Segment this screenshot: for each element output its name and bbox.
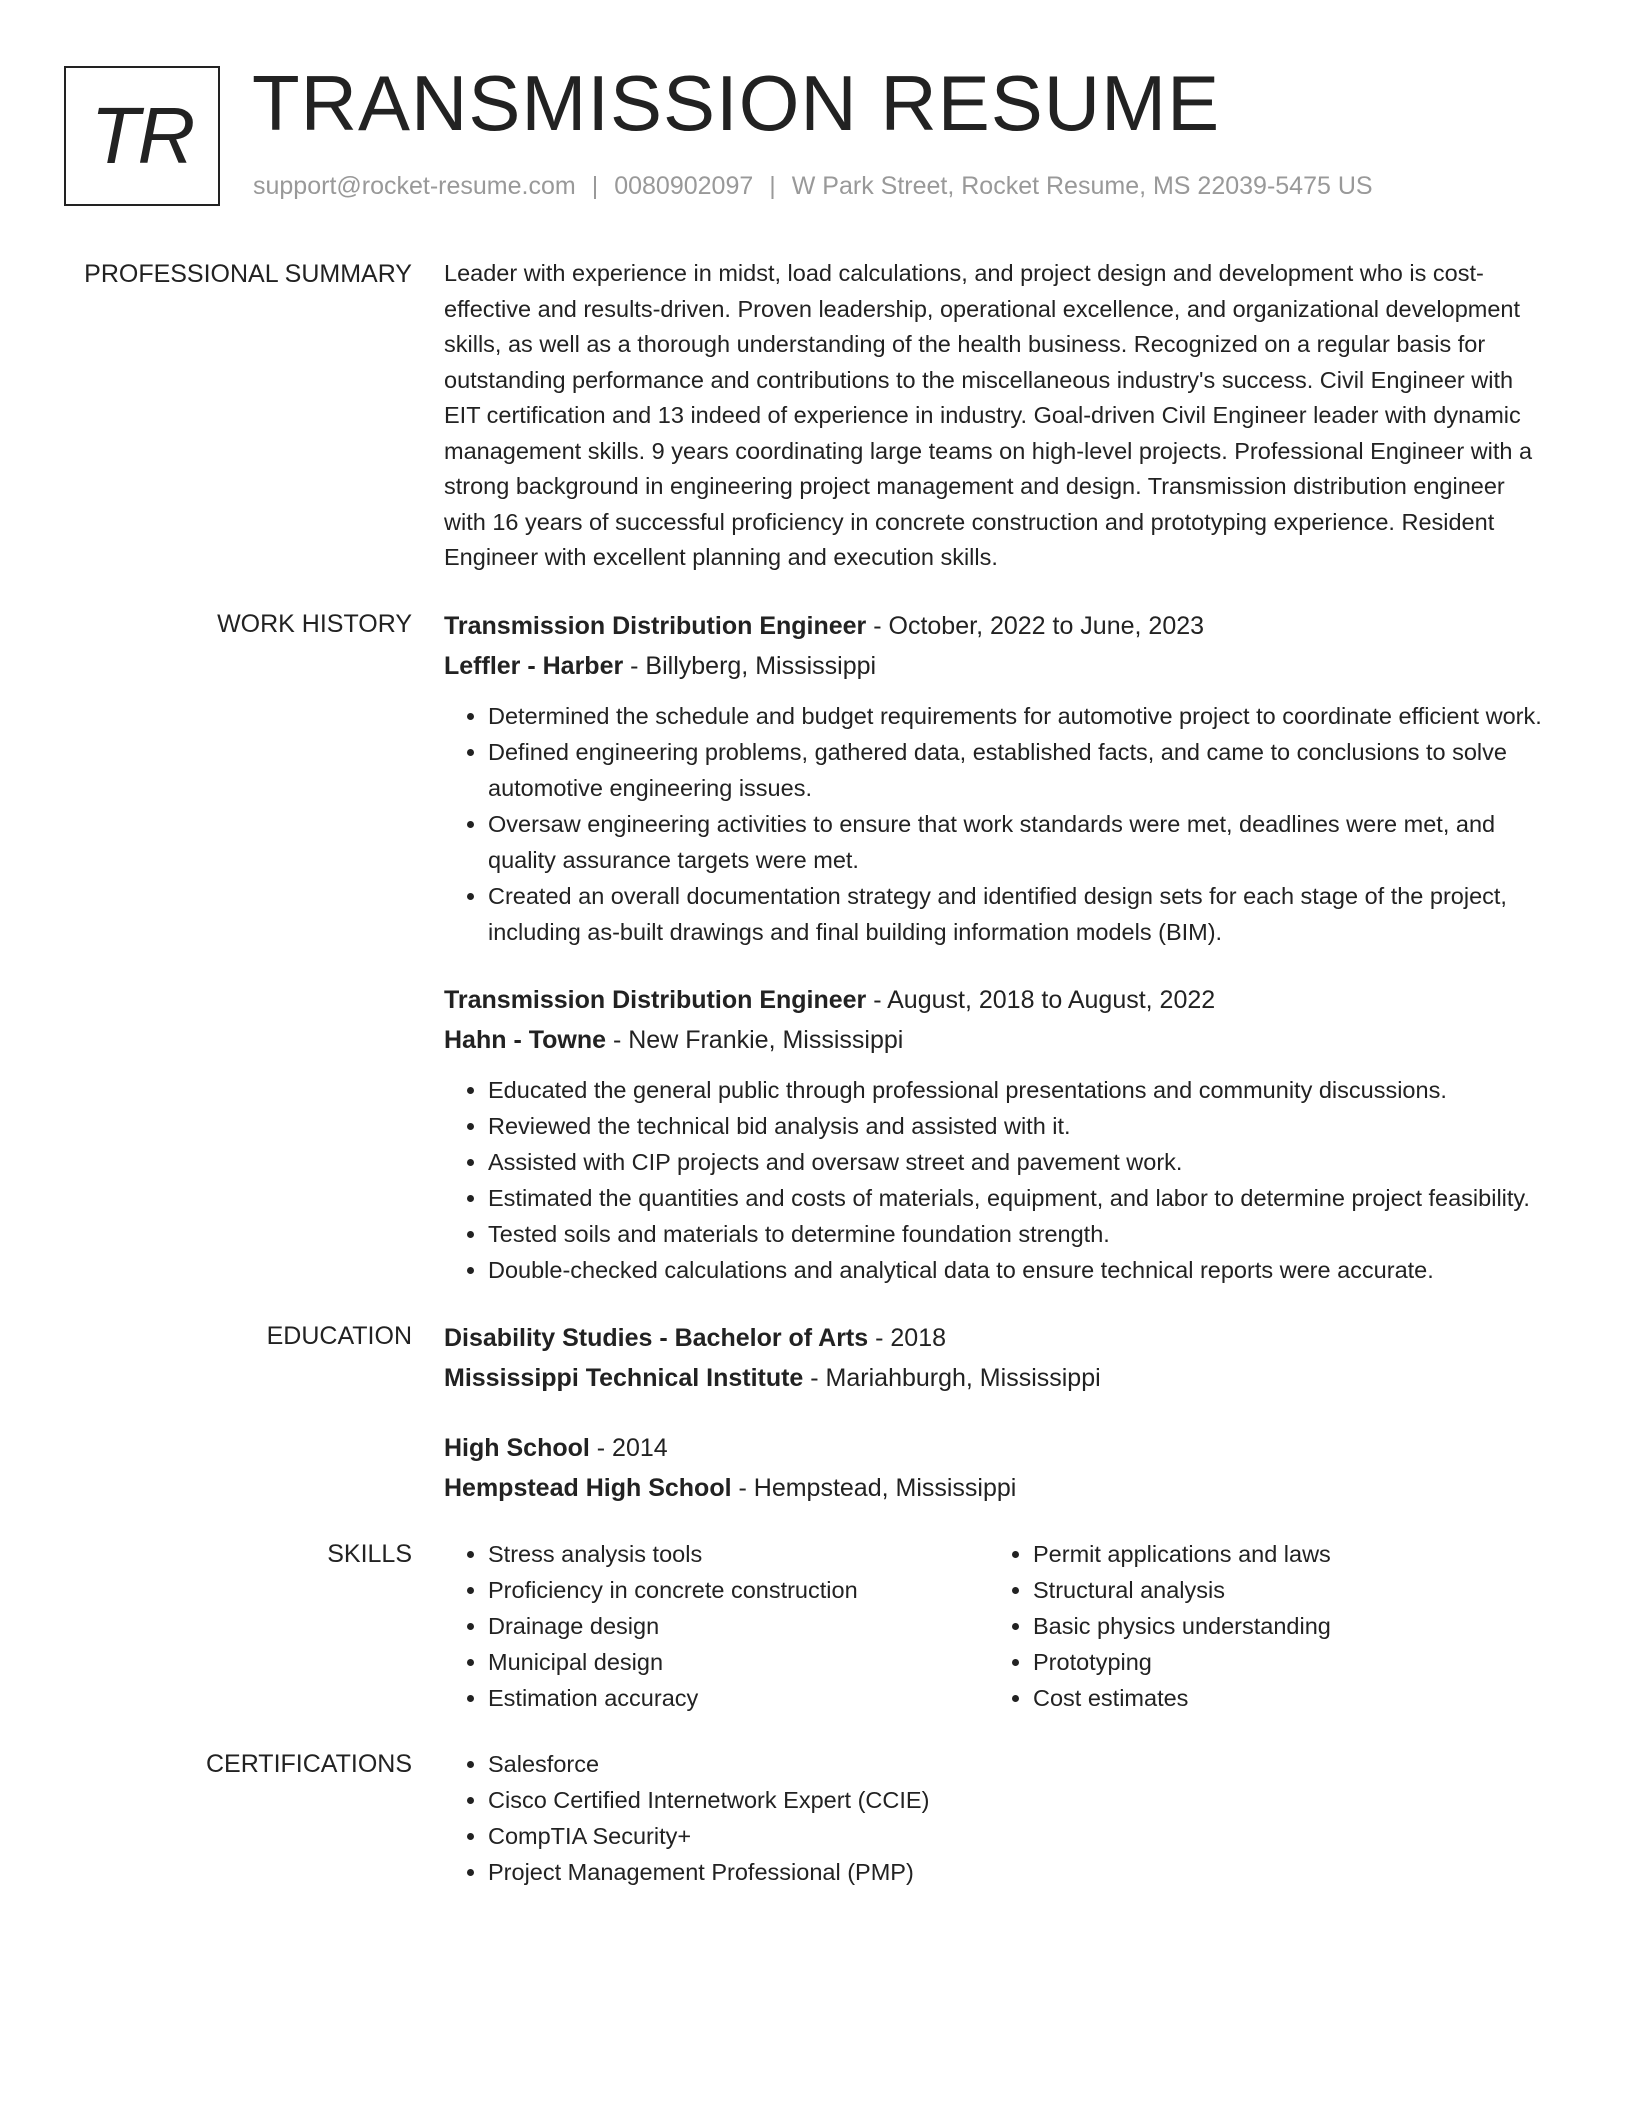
education-title: EDUCATION — [266, 1321, 412, 1350]
job-company-line — [444, 646, 1550, 686]
certifications-body — [444, 1746, 1550, 1890]
certifications-section — [0, 1746, 1632, 1890]
skill-item: • Basic physics understanding — [1033, 1608, 1534, 1644]
job-company: Hahn - Towne — [444, 1025, 607, 1054]
skills-title: SKILLS — [327, 1539, 412, 1568]
certifications-title: CERTIFICATIONS — [205, 1749, 412, 1778]
education-entry — [444, 1318, 1550, 1398]
skills-body — [444, 1536, 1550, 1716]
school-location: - Mariahburgh, Mississippi — [803, 1363, 1101, 1392]
degree-year: - 2018 — [868, 1323, 947, 1352]
job-title-line — [444, 980, 1550, 1020]
certification-item: • CompTIA Security+ — [488, 1818, 1550, 1854]
list-item: • Oversaw engineering activities to ensure that work standards were met, deadlines were met, and quality assurance targets were met. — [488, 806, 1550, 878]
skill-item: • Estimation accuracy — [488, 1680, 989, 1716]
education-body — [444, 1318, 1550, 1508]
list-item: • Tested soils and materials to determine foundation strength. — [488, 1216, 1550, 1252]
degree-name: Disability Studies - Bachelor of Arts — [444, 1323, 869, 1352]
job-entry — [444, 980, 1550, 1288]
job-location: - New Frankie, Mississippi — [606, 1025, 904, 1054]
certifications-list — [444, 1746, 1550, 1890]
list-item: • Reviewed the technical bid analysis and assisted with it. — [488, 1108, 1550, 1144]
contact-separator: | — [591, 172, 599, 200]
resume-name: TRANSMISSION RESUME — [252, 59, 1221, 147]
list-item: • Estimated the quantities and costs of materials, equipment, and labor to determine project feasibility. — [488, 1180, 1550, 1216]
education-entry — [444, 1428, 1550, 1508]
job-company-line — [444, 1020, 1550, 1060]
list-item: • Double-checked calculations and analytical data to ensure technical reports were accurate. — [488, 1252, 1550, 1288]
skills-column-left — [444, 1536, 989, 1716]
skills-grid — [444, 1536, 1550, 1716]
list-item: • Defined engineering problems, gathered data, established facts, and came to conclusions to solve automotive engineering issues. — [488, 734, 1550, 806]
summary-body — [444, 256, 1550, 576]
school-line — [444, 1358, 1550, 1398]
skills-section — [0, 1536, 1632, 1716]
monogram-logo: TR — [64, 66, 220, 206]
contact-separator: | — [769, 172, 776, 200]
contact-line — [253, 172, 1373, 201]
job-company: Leffler - Harber — [444, 651, 624, 680]
job-dates: - October, 2022 to June, 2023 — [866, 611, 1205, 640]
job-title-line — [444, 606, 1550, 646]
contact-address: W Park Street, Rocket Resume, MS 22039-5475 US — [791, 172, 1373, 200]
work-title: WORK HISTORY — [217, 609, 412, 638]
contact-email[interactable]: support@rocket-resume.com — [253, 172, 576, 200]
school-line — [444, 1468, 1550, 1508]
degree-year: - 2014 — [589, 1433, 668, 1462]
education-section — [0, 1318, 1632, 1508]
job-bullets — [444, 698, 1550, 950]
job-bullets — [444, 1072, 1550, 1288]
school-name: Hempstead High School — [444, 1473, 732, 1502]
skill-item: • Stress analysis tools — [488, 1536, 989, 1572]
skill-item: • Permit applications and laws — [1033, 1536, 1534, 1572]
skill-item: • Municipal design — [488, 1644, 989, 1680]
resume-content — [0, 256, 1632, 1890]
school-location: - Hempstead, Mississippi — [731, 1473, 1017, 1502]
certification-item: • Cisco Certified Internetwork Expert (CCIE) — [488, 1782, 1550, 1818]
school-name: Mississippi Technical Institute — [444, 1363, 804, 1392]
work-body — [444, 606, 1550, 1288]
job-entry — [444, 606, 1550, 950]
summary-section — [0, 256, 1632, 576]
skill-item: • Cost estimates — [1033, 1680, 1534, 1716]
job-role: Transmission Distribution Engineer — [444, 611, 867, 640]
degree-line — [444, 1428, 1550, 1468]
certification-item: • Project Management Professional (PMP) — [488, 1854, 1550, 1890]
certification-item: • Salesforce — [488, 1746, 1550, 1782]
summary-title: PROFESSIONAL SUMMARY — [84, 260, 412, 288]
list-item: • Educated the general public through professional presentations and community discussions. — [488, 1072, 1550, 1108]
summary-text: Leader with experience in midst, load calculations, and project design and development who is cost-effective and results-driven. Proven leadership, operational excellence, and organizational development skills, as well as a thorough understanding of the health business. Recognized on a regular basis for outstanding performance and contributions to the miscellaneous industry's success. Civil Engineer with EIT certification and 13 indeed of experience in industry. Goal-driven Civil Engineer leader with dynamic management skills. 9 years coordinating large teams on high-level projects. Professional Engineer with a strong background in engineering project management and design. Transmission distribution engineer with 16 years of successful proficiency in concrete construction and prototyping experience. Resident Engineer with excellent planning and execution skills. — [444, 260, 1533, 570]
job-role: Transmission Distribution Engineer — [444, 985, 867, 1014]
skill-item: • Drainage design — [488, 1608, 989, 1644]
list-item: • Determined the schedule and budget requirements for automotive project to coordinate efficient work. — [488, 698, 1550, 734]
skill-item: • Proficiency in concrete construction — [488, 1572, 989, 1608]
job-location: - Billyberg, Mississippi — [623, 651, 877, 680]
work-section — [0, 606, 1632, 1288]
skill-item: • Structural analysis — [1033, 1572, 1534, 1608]
degree-name: High School — [444, 1433, 590, 1462]
skill-item: • Prototyping — [1033, 1644, 1534, 1680]
list-item: • Created an overall documentation strategy and identified design sets for each stage of the project, including as-built drawings and final building information models (BIM). — [488, 878, 1550, 950]
contact-phone[interactable]: 0080902097 — [614, 172, 754, 200]
degree-line — [444, 1318, 1550, 1358]
skills-column-right — [989, 1536, 1534, 1716]
job-dates: - August, 2018 to August, 2022 — [866, 985, 1216, 1014]
list-item: • Assisted with CIP projects and oversaw street and pavement work. — [488, 1144, 1550, 1180]
